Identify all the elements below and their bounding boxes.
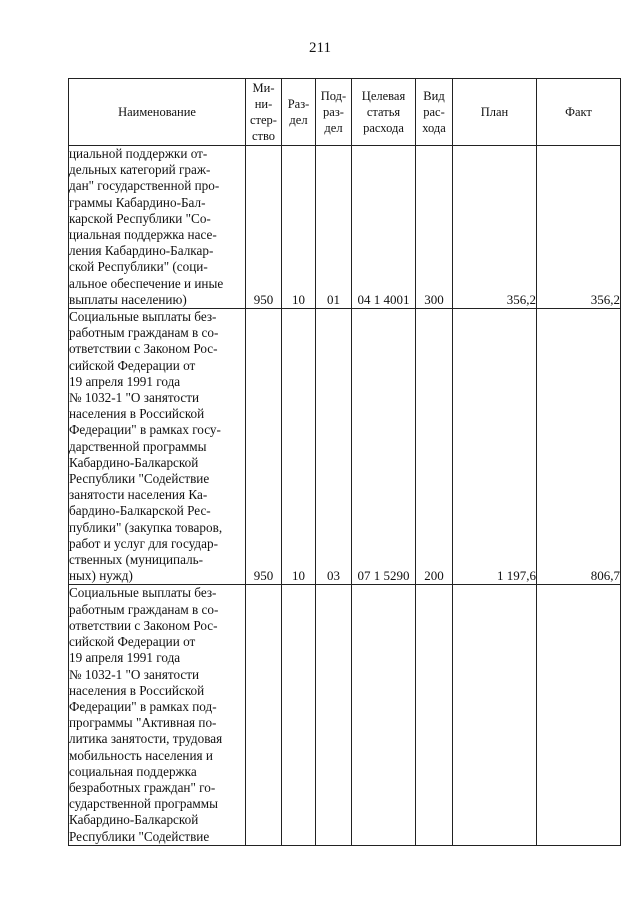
row-section: 10 bbox=[282, 309, 316, 585]
header-expense-type: Вид рас- хода bbox=[416, 79, 453, 146]
row-subsection bbox=[316, 585, 352, 845]
row-subsection: 03 bbox=[316, 309, 352, 585]
row-name: циальной поддержки от- дельных категорий граж- дан" государственной про- граммы Кабардино-Бал- карской Республики "Со- циальная поддержка насе- ления Кабардино-Балкар- ской Республики" (соци- альное обеспечение и иные выплаты населению) bbox=[69, 146, 246, 309]
row-subsection: 01 bbox=[316, 146, 352, 309]
header-target-item: Целевая статья расхода bbox=[352, 79, 416, 146]
header-name: Наименование bbox=[69, 79, 246, 146]
row-target-item: 04 1 4001 bbox=[352, 146, 416, 309]
row-target-item: 07 1 5290 bbox=[352, 309, 416, 585]
row-fact: 806,7 bbox=[537, 309, 621, 585]
table-row bbox=[69, 585, 621, 845]
row-expense-type: 300 bbox=[416, 146, 453, 309]
row-name: Социальные выплаты без- работным гражданам в со- ответствии с Законом Рос- сийской Федерации от 19 апреля 1991 года № 1032-1 "О занятости населения в Российской Федерации" в рамках госу- дарственной программы Кабардино-Балкарской Республики "Содействие занятости населения Ка- бардино-Балкарской Рес- публики" (закупка товаров, работ и услуг для государ- ственных (муниципаль- ных) нужд) bbox=[69, 309, 246, 585]
table-row bbox=[69, 146, 621, 309]
header-section: Раз- дел bbox=[282, 79, 316, 146]
row-name: Социальные выплаты без- работным гражданам в со- ответствии с Законом Рос- сийской Федерации от 19 апреля 1991 года № 1032-1 "О занятости населения в Российской Федерации" в рамках под- программы "Активная по- литика занятости, трудовая мобильность населения и социальная поддержка безработных граждан" го- сударственной программы Кабардино-Балкарской Республики "Содействие bbox=[69, 585, 246, 845]
header-ministry: Ми- ни- стер- ство bbox=[246, 79, 282, 146]
row-section: 10 bbox=[282, 146, 316, 309]
table-row bbox=[69, 309, 621, 585]
row-plan: 1 197,6 bbox=[453, 309, 537, 585]
header-plan: План bbox=[453, 79, 537, 146]
row-target-item bbox=[352, 585, 416, 845]
header-fact: Факт bbox=[537, 79, 621, 146]
row-section bbox=[282, 585, 316, 845]
page-number: 211 bbox=[309, 40, 331, 56]
row-ministry bbox=[246, 585, 282, 845]
header-subsection: Под- раз- дел bbox=[316, 79, 352, 146]
row-expense-type: 200 bbox=[416, 309, 453, 585]
row-plan bbox=[453, 585, 537, 845]
budget-table bbox=[68, 78, 621, 846]
row-ministry: 950 bbox=[246, 146, 282, 309]
row-fact bbox=[537, 585, 621, 845]
row-ministry: 950 bbox=[246, 309, 282, 585]
row-fact: 356,2 bbox=[537, 146, 621, 309]
row-plan: 356,2 bbox=[453, 146, 537, 309]
row-expense-type bbox=[416, 585, 453, 845]
table-header-row bbox=[69, 79, 621, 146]
